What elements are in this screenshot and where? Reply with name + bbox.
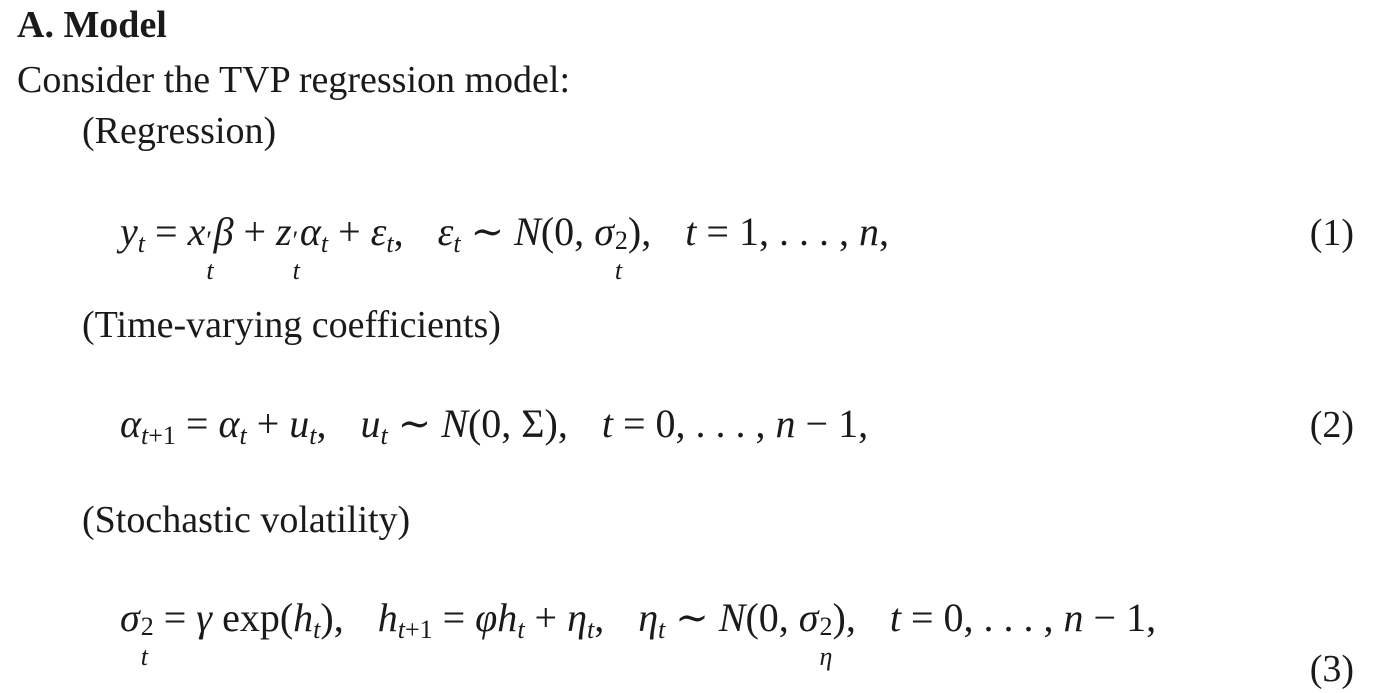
stochastic-volatility-label: (Stochastic volatility) (82, 499, 411, 541)
equation-3: σ 2 t = γ $\exp(h_t)$, $h_{t+1} = \varphi h_t + \eta_t$, $\eta_t$ ∼ N(0, σ 2 η ), t = 0, . . . , n − 1, (120, 595, 1157, 671)
section-heading: A. Model (17, 4, 167, 46)
equation-1-number: (1) (1309, 212, 1354, 254)
intro-text: Consider the TVP regression model: (17, 59, 571, 101)
equation-2-number: (2) (1309, 404, 1354, 446)
equation-1: $y_t = x$ ′ t β + z ′ t $\alpha_t + \varepsilon_t$, $\varepsilon_t$ ∼ N(0, σ 2 t ), t = 1, . . . , n, (120, 209, 889, 285)
equation-3-number: (3) (1309, 648, 1354, 690)
equation-2: $\alpha_{t+1} = \alpha_t + u_t$, $u_t$ ∼ N(0, Σ), t = 0, . . . , n − 1, (120, 401, 869, 450)
regression-label: (Regression) (82, 110, 277, 152)
time-varying-coefficients-label: (Time-varying coefficients) (82, 304, 501, 346)
